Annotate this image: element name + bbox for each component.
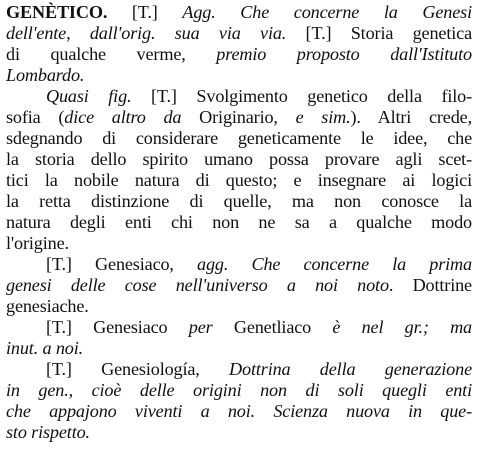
text-run: sofia ( <box>6 107 65 127</box>
text-line <box>6 128 472 149</box>
entry-quasi-fig <box>6 86 472 254</box>
text-run: per <box>188 317 213 337</box>
text-run: e sim. <box>295 107 351 127</box>
text-run: Dottrina della generazione <box>229 359 472 379</box>
text-line <box>6 296 472 317</box>
text-line <box>6 86 472 107</box>
text-run: sto rispetto. <box>6 422 90 442</box>
text-line <box>6 254 472 275</box>
entry-genetico <box>6 2 472 86</box>
text-run: Lombardo. <box>6 65 85 85</box>
text-run: genesi <box>6 275 52 295</box>
text-line <box>6 275 472 296</box>
text-run: genesiache. <box>6 296 89 316</box>
text-line <box>6 170 472 191</box>
text-line <box>6 233 472 254</box>
text-run: è nel gr.; ma <box>332 317 472 337</box>
text-line <box>6 317 472 338</box>
text-run: che appajono viventi a noi. Scienza nuova in que- <box>6 401 472 421</box>
text-run: Genetliaco <box>212 317 333 337</box>
text-line <box>6 149 472 170</box>
text-line <box>6 380 472 401</box>
text-run: natura degli enti chi non ne sa a qualche modo <box>6 212 472 232</box>
text-run: . Dottrine <box>388 275 472 295</box>
text-line <box>6 107 472 128</box>
text-run: [T.] Genesiaco <box>46 317 189 337</box>
entry-genesiaco-agg <box>6 254 472 317</box>
text-line <box>6 65 472 86</box>
text-run: dice altro da <box>64 107 182 127</box>
text-run: [T.] Svolgimento genetico della filo- <box>131 86 473 106</box>
text-run: [T.] <box>107 2 183 22</box>
text-line <box>6 401 472 422</box>
text-run: inut. a noi. <box>6 338 84 358</box>
text-run: in gen., cioè delle origini non di soli quegli enti <box>6 380 472 400</box>
text-run: Originario, <box>181 107 296 127</box>
text-run: ). Altri crede, <box>350 107 472 127</box>
text-line <box>6 212 472 233</box>
text-run: premio proposto dall'Istituto <box>216 44 472 64</box>
text-run: delle cose nell'universo a noi noto <box>51 275 389 295</box>
text-line <box>6 338 472 359</box>
text-run: [T.] Genesiología, <box>46 359 230 379</box>
text-run: agg. Che concerne la prima <box>197 254 472 274</box>
text-line <box>6 422 472 443</box>
text-line <box>6 191 472 212</box>
text-run: GENÈTICO. <box>6 2 108 22</box>
text-run: la storia dello spirito umano possa provare agli scet- <box>6 149 472 169</box>
text-line <box>6 23 472 44</box>
text-line <box>6 359 472 380</box>
text-run: dell'ente, dall'orig. sua via via. <box>6 23 287 43</box>
entry-list <box>6 2 472 443</box>
text-run: la retta distinzione di quelle, ma non conosce la <box>6 191 472 211</box>
entry-genesiologia <box>6 359 472 443</box>
text-run: Quasi fig. <box>46 86 132 106</box>
text-line <box>6 44 472 65</box>
text-run: [T.] Genesiaco, <box>46 254 198 274</box>
text-run: sdegnando di considerare geneticamente le idee, che <box>6 128 472 148</box>
text-run: l'origine. <box>6 233 69 253</box>
entry-genesiaco-genetliaco <box>6 317 472 359</box>
text-run: tici la nobile natura di questo; e insegnare ai logici <box>6 170 472 190</box>
text-run: di qualche verme, <box>6 44 217 64</box>
text-line <box>6 2 472 23</box>
text-run: [T.] Storia genetica <box>286 23 472 43</box>
text-run: Agg. Che concerne la Genesi <box>182 2 472 22</box>
